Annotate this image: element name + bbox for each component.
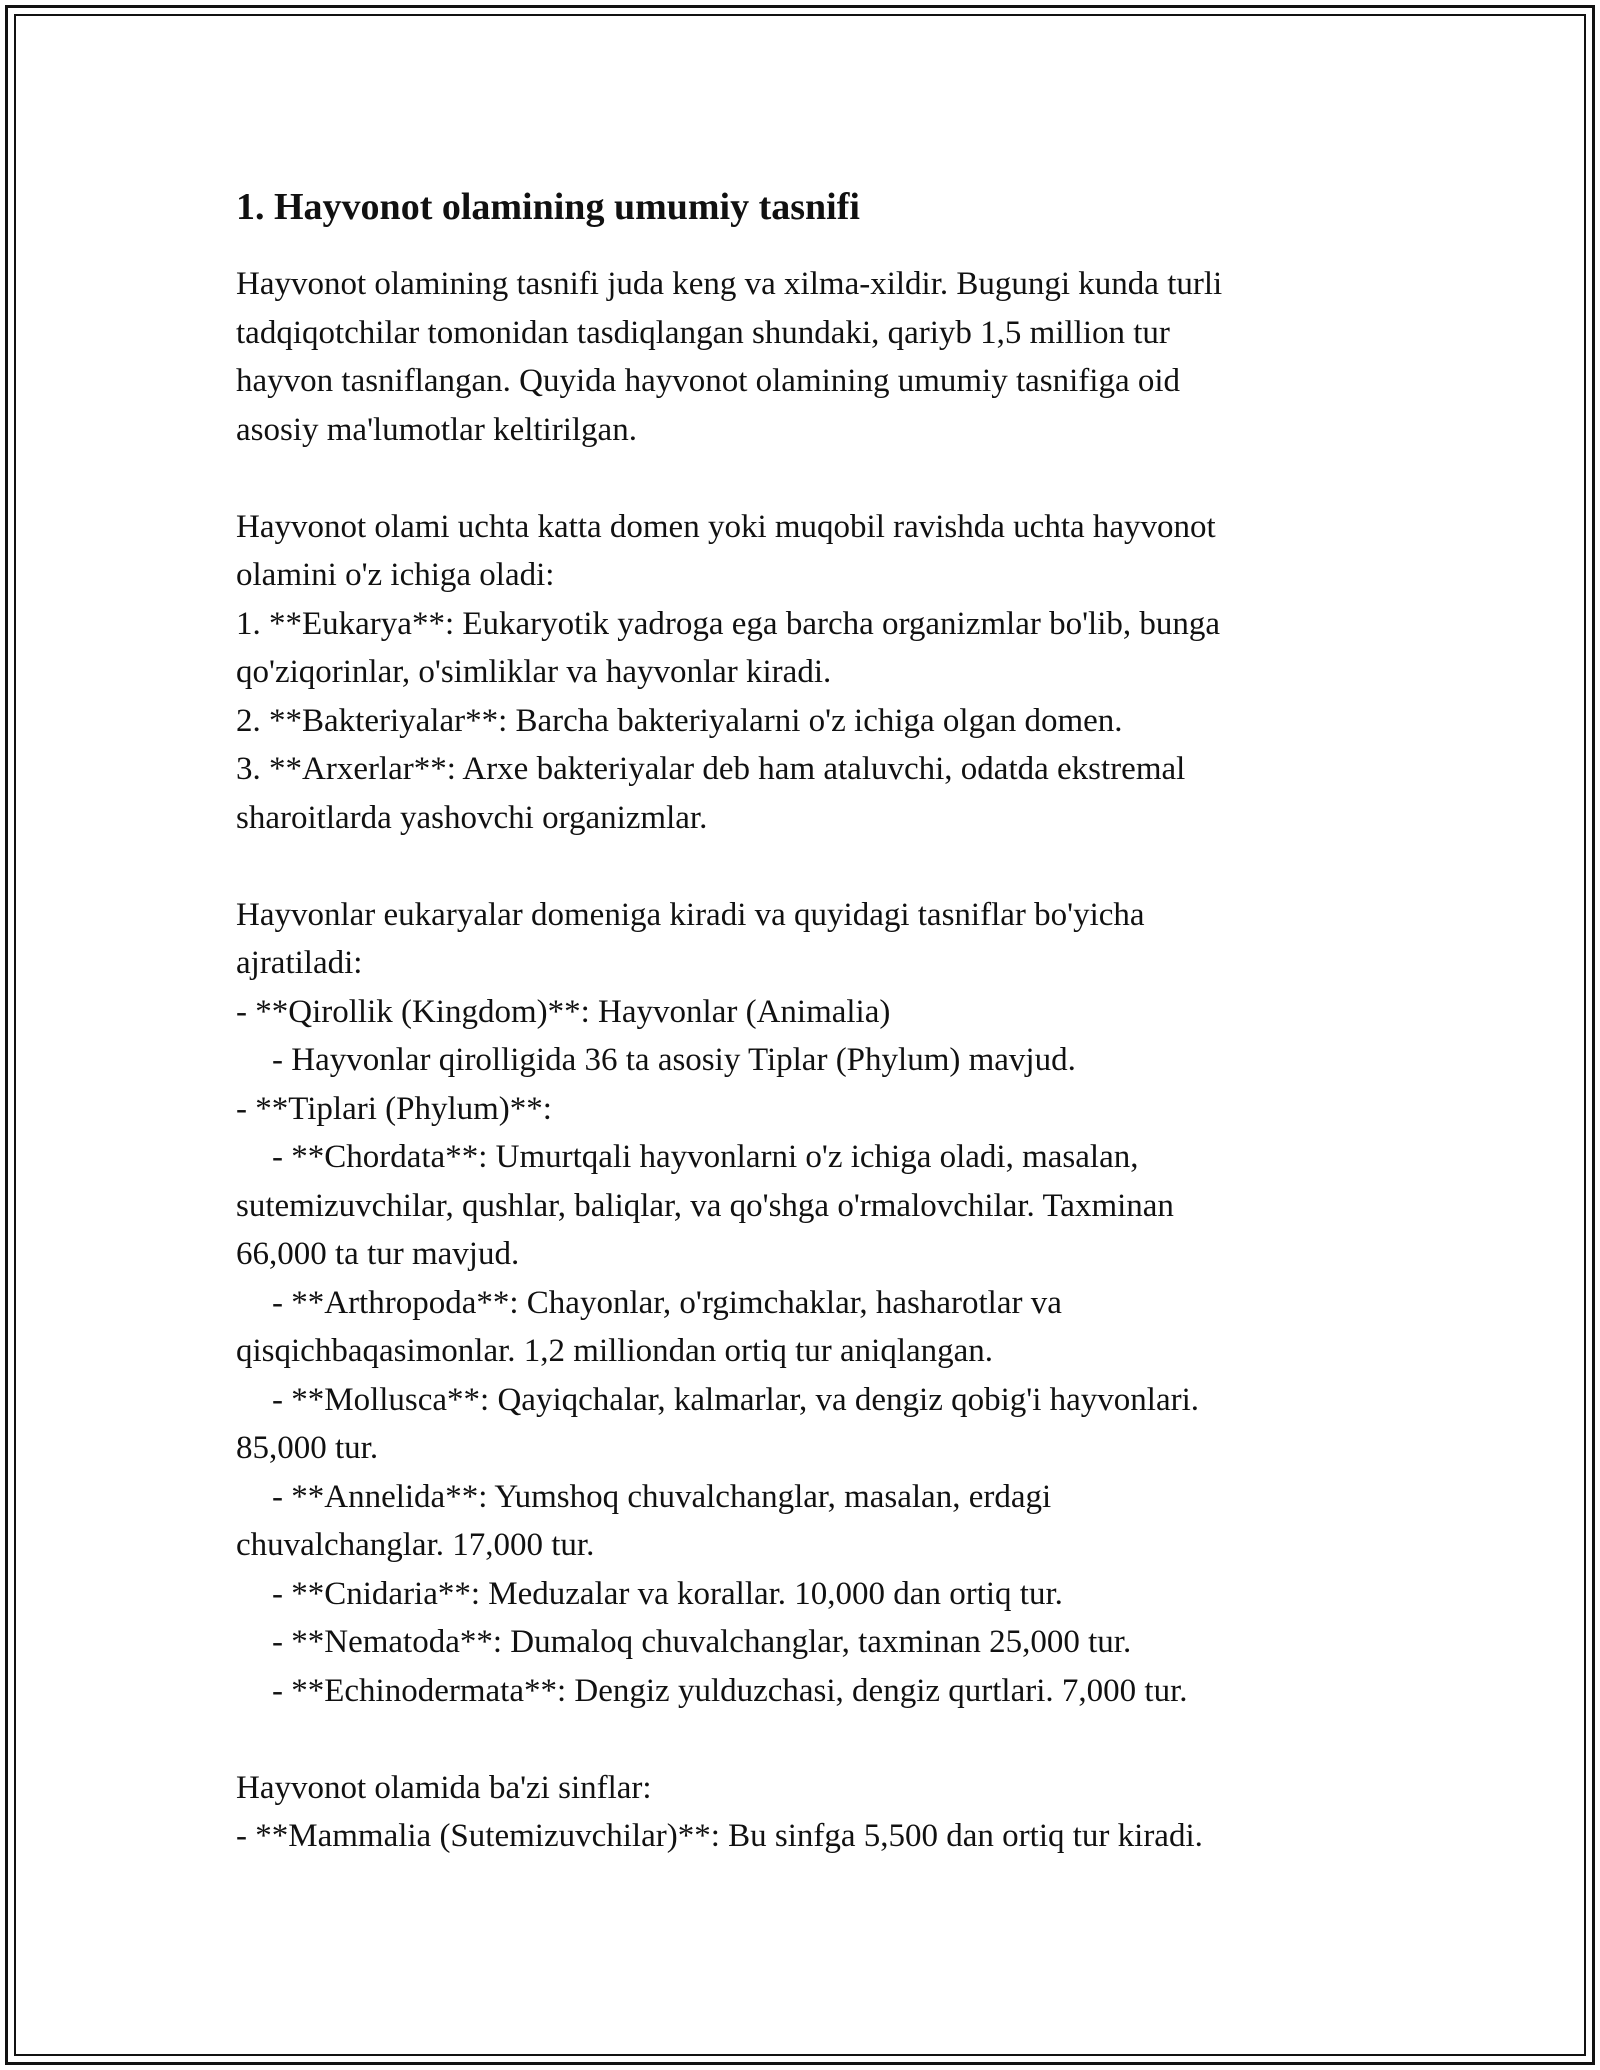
text-line: Hayvonot olamining tasnifi juda keng va xilma-xildir. Bugungi kunda turli [236, 266, 1223, 302]
section-heading: 1. Hayvonot olamining umumiy tasnifi [236, 186, 860, 228]
paragraph-spacer [236, 1715, 1366, 1764]
sub-list-item: - **Cnidaria**: Meduzalar va korallar. 10,000 dan ortiq tur. [272, 1575, 1063, 1612]
list-item: 2. **Bakteriyalar**: Barcha bakteriyalarni o'z ichiga olgan domen. [236, 702, 1123, 739]
sub-list-item: - **Nematoda**: Dumaloq chuvalchanglar, taxminan 25,000 tur. [272, 1624, 1132, 1660]
text-line: asosiy ma'lumotlar keltirilgan. [236, 411, 637, 448]
list-item: 1. **Eukarya**: Eukaryotik yadroga ega barcha organizmlar bo'lib, bunga [236, 605, 1221, 642]
text-line: hayvon tasniflangan. Quyida hayvonot olamining umumiy tasnifiga oid [236, 363, 1181, 399]
sub-list-item: - Hayvonlar qirolligida 36 ta asosiy Tiplar (Phylum) mavjud. [272, 1042, 1076, 1078]
text-line: Hayvonot olamida ba'zi sinflar: [236, 1769, 652, 1806]
sub-list-item: - **Echinodermata**: Dengiz yulduzchasi, dengiz qurtlari. 7,000 tur. [272, 1672, 1188, 1709]
paragraph-spacer [236, 842, 1366, 891]
text-line: ajratiladi: [236, 945, 363, 981]
text-line: qo'ziqorinlar, o'simliklar va hayvonlar kiradi. [236, 654, 832, 690]
text-line: chuvalchanglar. 17,000 tur. [236, 1527, 595, 1563]
text-line: qisqichbaqasimonlar. 1,2 milliondan ortiq tur aniqlangan. [236, 1333, 994, 1369]
text-line: sutemizuvchilar, qushlar, baliqlar, va qo'shga o'rmalovchilar. Taxminan [236, 1187, 1174, 1224]
text-line: 85,000 tur. [236, 1430, 379, 1466]
sub-list-item: - **Chordata**: Umurtqali hayvonlarni o'z ichiga oladi, masalan, [272, 1139, 1139, 1175]
text-line: tadqiqotchilar tomonidan tasdiqlangan shundaki, qariyb 1,5 million tur [236, 314, 1170, 351]
text-line: 66,000 ta tur mavjud. [236, 1236, 520, 1272]
text-line: Hayvonot olami uchta katta domen yoki muqobil ravishda uchta hayvonot [236, 508, 1216, 545]
classes-paragraph [236, 1764, 1366, 1861]
list-item: 3. **Arxerlar**: Arxe bakteriyalar deb ham ataluvchi, odatda ekstremal [236, 751, 1186, 787]
sub-list-item: - **Mollusca**: Qayiqchalar, kalmarlar, va dengiz qobig'i hayvonlari. [272, 1381, 1200, 1418]
sub-list-item: - **Arthropoda**: Chayonlar, o'rgimchaklar, hasharotlar va [272, 1284, 1062, 1321]
paragraph-spacer [236, 454, 1366, 503]
list-item: - **Mammalia (Sutemizuvchilar)**: Bu sinfga 5,500 dan ortiq tur kiradi. [236, 1818, 1203, 1854]
sub-list-item: - **Annelida**: Yumshoq chuvalchanglar, masalan, erdagi [272, 1478, 1052, 1515]
text-line: sharoitlarda yashovchi organizmlar. [236, 799, 708, 836]
intro-paragraph [236, 260, 1366, 454]
document-body [236, 182, 1366, 1861]
list-item: - **Qirollik (Kingdom)**: Hayvonlar (Animalia) [236, 993, 891, 1030]
domains-paragraph [236, 503, 1366, 843]
classification-paragraph [236, 891, 1366, 1716]
list-item: - **Tiplari (Phylum)**: [236, 1090, 552, 1127]
text-line: olamini o'z ichiga oladi: [236, 557, 555, 593]
text-line: Hayvonlar eukaryalar domeniga kiradi va quyidagi tasniflar bo'yicha [236, 896, 1145, 933]
